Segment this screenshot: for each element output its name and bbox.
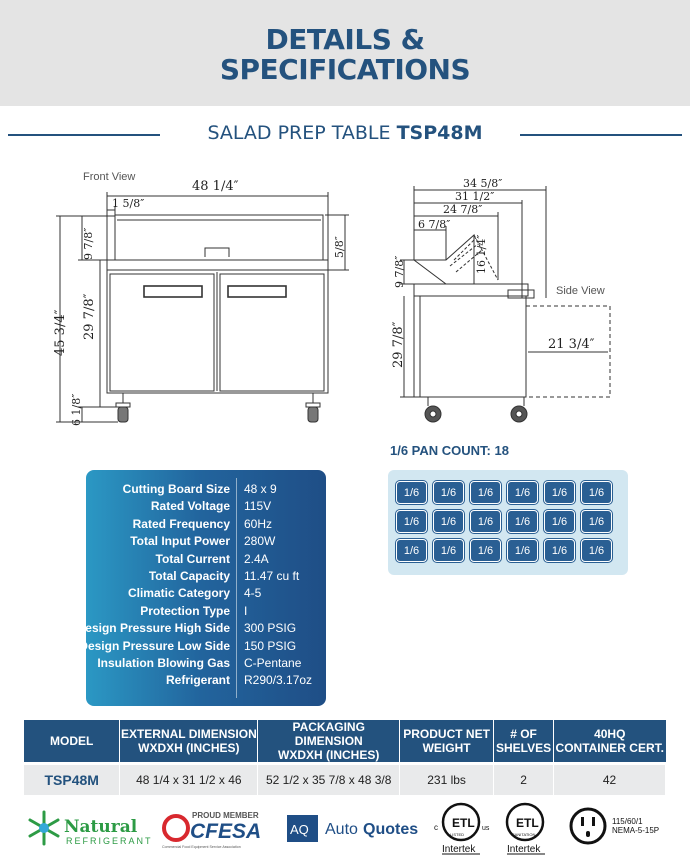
spec-key: Total Input Power <box>130 534 230 549</box>
spec-value: C-Pentane <box>244 656 302 670</box>
pan-grid <box>396 481 612 562</box>
cell-net-weight: 231 lbs <box>400 764 494 795</box>
spec-row <box>86 586 326 603</box>
spec-key: Cutting Board Size <box>122 482 230 496</box>
pan-cell: 1/6 <box>396 539 427 562</box>
etl-us-text: us <box>482 825 490 832</box>
spec-key: Total Current <box>155 551 230 566</box>
table-row <box>24 764 666 795</box>
plug-rating-1: 115/60/1 <box>612 817 643 826</box>
col-packaging-dimension: PACKAGING DIMENSION WXDXH (INCHES) <box>258 720 400 764</box>
cfesa-proud-member: PROUD MEMBER <box>192 811 259 820</box>
specifications-panel <box>76 470 326 706</box>
etl-sanitation-logo <box>507 804 545 855</box>
pan-cell: 1/6 <box>396 510 427 533</box>
product-model: TSP48M <box>396 122 483 144</box>
product-title <box>0 122 690 144</box>
table-header-row <box>24 720 666 764</box>
product-type: SALAD PREP TABLE <box>207 122 391 144</box>
header-line-2: SPECIFICATIONS <box>219 53 471 86</box>
pan-cell: 1/6 <box>544 539 575 562</box>
spec-value: 11.47 cu ft <box>244 569 300 583</box>
spec-key: Refrigerant <box>165 673 230 688</box>
side-top-height-dim: 9 7/8″ <box>393 255 406 288</box>
front-lid-height-dim: 5/8″ <box>333 236 346 258</box>
etl-listed-logo <box>434 804 490 855</box>
front-caster-height-dim: 6 1/8″ <box>70 393 83 426</box>
col-external-dimension: EXTERNAL DIMENSION WXDXH (INCHES) <box>120 720 258 764</box>
model-table <box>24 720 666 795</box>
plug-logo <box>571 809 659 843</box>
plug-icon <box>571 809 605 843</box>
spec-key: Insulation Blowing Gas <box>97 656 230 670</box>
pan-cell: 1/6 <box>433 539 464 562</box>
front-edge-offset-dim: 1 5/8″ <box>112 197 145 210</box>
spec-row <box>86 534 326 551</box>
spec-key: Rated Voltage <box>150 499 230 514</box>
intertek-text-2: Intertek <box>507 844 541 855</box>
cell-packaging-dimension: 52 1/2 x 35 7/8 x 48 3/8 <box>258 764 400 795</box>
spec-row <box>86 482 326 499</box>
front-top-height-dim: 9 7/8″ <box>82 227 95 260</box>
cell-shelves: 2 <box>494 764 554 795</box>
intertek-text-1: Intertek <box>442 844 476 855</box>
logos-svg <box>0 800 690 868</box>
spec-row <box>86 499 326 516</box>
etl-listed-text: LISTED <box>450 832 465 837</box>
pan-count-label: 1/6 PAN COUNT: 18 <box>390 443 509 458</box>
autoquotes-logo <box>287 815 418 842</box>
pan-cell: 1/6 <box>581 481 612 504</box>
pan-cell: 1/6 <box>507 510 538 533</box>
spec-value: 150 PSIG <box>244 638 297 653</box>
spec-row <box>86 517 326 534</box>
spec-key: Protection Type <box>140 603 230 618</box>
header-line-1: DETAILS & <box>265 23 425 56</box>
pan-cell: 1/6 <box>396 481 427 504</box>
page-header <box>0 0 690 106</box>
spec-row <box>86 656 326 673</box>
side-depth-mid-dim: 31 1/2″ <box>455 190 495 203</box>
subtitle-row <box>0 118 690 152</box>
spec-key: Design Pressure Low Side <box>79 638 230 653</box>
pan-cell: 1/6 <box>470 481 501 504</box>
plug-rating-2: NEMA-5-15P <box>612 826 660 835</box>
drawing-svg <box>0 160 690 440</box>
side-door-swing-dim: 21 3/4″ <box>548 337 595 352</box>
spec-key: Climatic Category <box>127 586 230 601</box>
front-body-height-dim: 29 7/8″ <box>82 293 97 340</box>
spec-value: 4-5 <box>244 586 262 601</box>
cell-model: TSP48M <box>24 764 120 795</box>
etl-mark-text: ETL <box>452 816 475 830</box>
subtitle-rule-right <box>520 134 682 136</box>
pan-cell: 1/6 <box>581 510 612 533</box>
pan-cell: 1/6 <box>507 539 538 562</box>
etl-sanitation-mark-text: ETL <box>516 816 539 830</box>
technical-drawings <box>0 160 690 440</box>
spec-row <box>86 569 326 586</box>
spec-value: 115V <box>244 499 272 514</box>
cfesa-text: CFESA <box>190 820 262 843</box>
etl-c-text: c <box>434 823 438 832</box>
cell-container: 42 <box>554 764 666 795</box>
spec-value: 300 PSIG <box>244 621 297 636</box>
refrigerant-text: REFRIGERANT <box>66 836 153 846</box>
side-view-label: Side View <box>556 285 605 297</box>
pan-cell: 1/6 <box>544 510 575 533</box>
spec-key: Rated Frequency <box>132 516 230 531</box>
spec-row <box>76 621 326 638</box>
front-view-drawing <box>56 192 349 422</box>
spec-value: R290/3.17oz <box>244 673 313 688</box>
natural-text: Natural <box>64 817 138 837</box>
pan-cell: 1/6 <box>507 481 538 504</box>
front-total-height-dim: 45 3/4″ <box>53 309 68 356</box>
side-body-height-dim: 29 7/8″ <box>391 321 406 368</box>
spec-value: 48 x 9 <box>244 482 277 496</box>
side-depth-total-dim: 34 5/8″ <box>463 177 503 190</box>
col-model: MODEL <box>24 720 120 764</box>
front-view-label: Front View <box>83 171 136 183</box>
aq-quotes-text: Quotes <box>363 821 419 838</box>
pan-cell: 1/6 <box>433 510 464 533</box>
pan-cell: 1/6 <box>470 539 501 562</box>
aq-auto-text: Auto <box>325 821 358 838</box>
spec-value: I <box>244 603 248 618</box>
cell-external-dimension: 48 1/4 x 31 1/2 x 46 <box>120 764 258 795</box>
pan-cell: 1/6 <box>470 510 501 533</box>
pan-layout <box>388 470 628 575</box>
spec-row <box>79 638 326 656</box>
cfesa-logo <box>162 811 261 849</box>
etl-sanitation-text: SANITATION <box>512 832 536 837</box>
col-net-weight: PRODUCT NET WEIGHT <box>400 720 494 764</box>
side-lid-depth-dim: 6 7/8″ <box>418 218 451 231</box>
front-width-dim: 48 1/4″ <box>192 179 239 194</box>
natural-refrigerant-logo <box>30 812 153 846</box>
spec-value: 60Hz <box>244 516 273 531</box>
aq-badge-text: AQ <box>290 822 309 837</box>
spec-value: 280W <box>244 534 276 549</box>
col-shelves: # OF SHELVES <box>494 720 554 764</box>
certification-logos <box>0 800 690 868</box>
spec-row <box>86 604 326 621</box>
spec-row <box>86 552 326 569</box>
spec-row <box>86 673 326 690</box>
pan-cell: 1/6 <box>544 481 575 504</box>
spec-value: 2.4A <box>244 551 269 566</box>
spec-key: Design Pressure High Side <box>76 621 230 636</box>
cfesa-ring-icon <box>164 816 188 840</box>
pan-cell: 1/6 <box>581 539 612 562</box>
spec-key: Total Capacity <box>148 569 230 583</box>
cfesa-subtitle: Commercial Food Equipment Service Association <box>162 845 241 849</box>
pan-cell: 1/6 <box>433 481 464 504</box>
side-depth-inner-dim: 24 7/8″ <box>443 203 483 216</box>
side-open-height-dim: 16 1/4″ <box>475 234 488 274</box>
col-container: 40HQ CONTAINER CERT. <box>554 720 666 764</box>
